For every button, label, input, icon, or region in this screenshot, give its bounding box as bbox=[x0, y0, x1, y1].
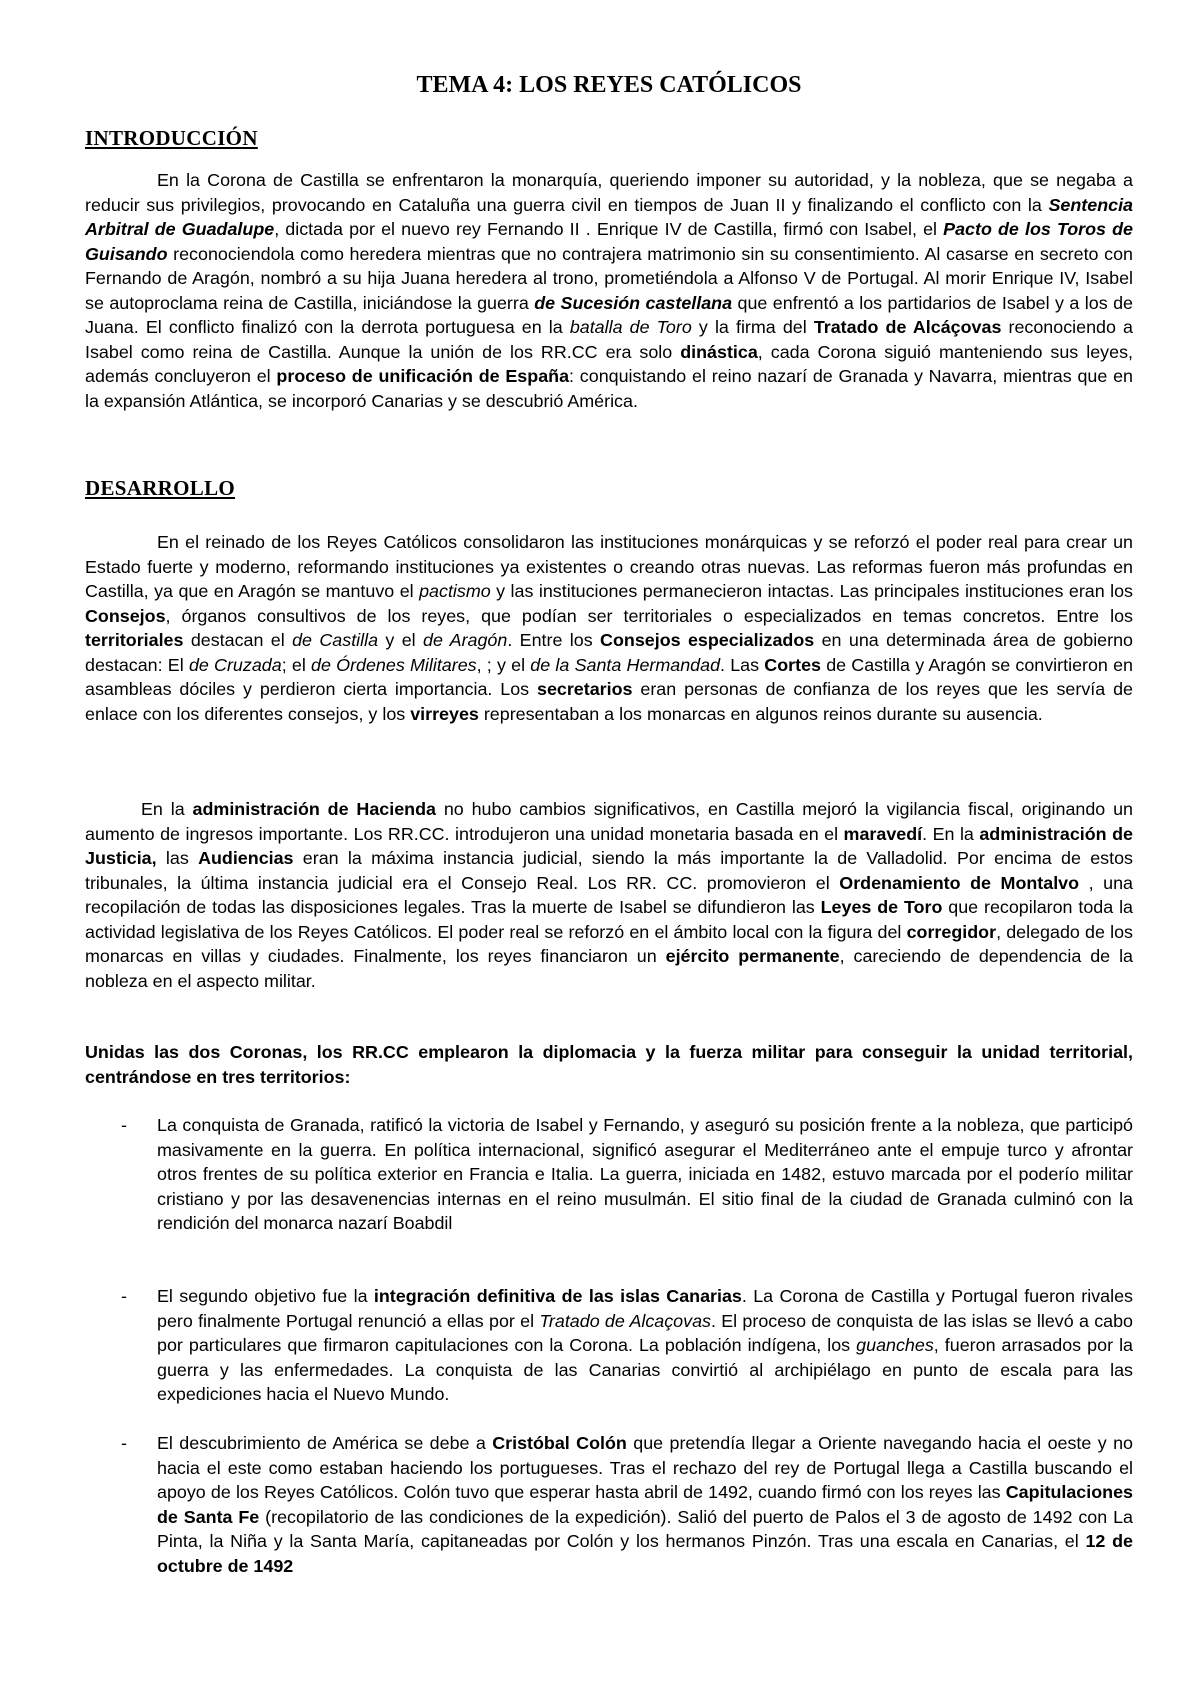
text-run: : conquistando el reino nazarí de Granada y Navarra, mientras que en la expansión Atlántica, se incorporó Canarias y se descubrió América. bbox=[85, 366, 1134, 411]
text-run: de Castilla y Aragón se convirtieron en asambleas dóciles y perdieron cierta importancia. Los bbox=[85, 654, 1133, 699]
bold-maravedi: maravedí bbox=[843, 823, 923, 844]
text-run: En la Corona de Castilla se enfrentaron la monarquía, queriendo imponer su autoridad, y la nobleza, que se negaba a reducir sus privilegios, provocando en Cataluña una guerra civil en tiempos de Juan II y finalizando el conflicto con la bbox=[85, 170, 1133, 215]
text-run: . En la bbox=[922, 823, 980, 844]
bold-cortes: Cortes bbox=[764, 654, 821, 675]
bold-secretarios: secretarios bbox=[537, 679, 633, 699]
bold-ejercito-permanente: ejército permanente bbox=[665, 946, 840, 966]
bold-ordenamiento-montalvo: Ordenamiento de Montalvo bbox=[839, 872, 1080, 893]
italic-guanches: guanches bbox=[856, 1335, 934, 1355]
text-run: representaban a los monarcas en algunos reinos durante su ausencia. bbox=[478, 703, 1043, 724]
text-run: y las instituciones permanecieron intactas. Las principales instituciones eran los bbox=[490, 581, 1133, 601]
bold-virreyes: virreyes bbox=[410, 703, 479, 724]
emphasis-pacto-toros: Pacto de los Toros de Guisando bbox=[85, 219, 1133, 264]
bold-consejos-especializados: Consejos especializados bbox=[600, 630, 815, 650]
text-run: En la bbox=[141, 799, 193, 819]
bold-consejos: Consejos bbox=[85, 605, 166, 626]
text-run: , dictada por el nuevo rey Fernando II . Enrique IV de Castilla, firmó con Isabel, el bbox=[274, 219, 944, 239]
text-run: , ; y el bbox=[476, 654, 531, 675]
bold-tratado-alcacovas: Tratado de Alcáçovas bbox=[813, 317, 1002, 337]
text-run: . Entre los bbox=[507, 630, 601, 650]
bold-administracion-hacienda: administración de Hacienda bbox=[192, 799, 436, 819]
text-run: . El proceso de conquista de las islas se llevó a cabo por particulares que firmaron capitulaciones con la Corona. La población indígena, los bbox=[157, 1310, 1133, 1355]
text-run: destacan el bbox=[183, 630, 293, 650]
text-run: , órganos consultivos de los reyes, que podían ser territoriales o especializados en temas concretos. Entre los bbox=[165, 605, 1133, 626]
bold-capitulaciones-santa-fe: Capitulaciones de Santa Fe bbox=[157, 1482, 1133, 1527]
italic-ordenes-militares: de Órdenes Militares bbox=[311, 654, 477, 675]
text-run: que recopilaron toda la actividad legislativa de los Reyes Católicos. El poder real se reforzó en el ámbito local con la figura del bbox=[85, 897, 1133, 942]
bold-proceso-unificacion: proceso de unificación de España bbox=[276, 366, 570, 386]
text-run: que pretendía llegar a Oriente navegando hacia el oeste y no hacia el este como estaban haciendo los portugueses. Tras el rechazo del rey de Portugal llega a Castilla buscando el apoyo de los Reyes Católicos. Colón tuvo que esperar hasta abril de 1492, cuando firmó con los reyes las bbox=[157, 1433, 1133, 1502]
text-run: eran la máxima instancia judicial, siendo la más importante la de Valladolid. Por encima de estos tribunales, la última instancia judicial era el Consejo Real. Los RR. CC. promovieron el bbox=[85, 848, 1133, 893]
text-run: no hubo cambios significativos, en Castilla mejoró la vigilancia fiscal, originando un aumento de ingresos importante. Los RR.CC. introdujeron una unidad monetaria basada en el bbox=[85, 799, 1134, 844]
text-run: eran personas de confianza de los reyes que les servía de enlace con los diferentes consejos, y los bbox=[85, 679, 1133, 724]
text-run: reconociendo a Isabel como reina de Castilla. Aunque la unión de los RR.CC era solo bbox=[85, 317, 1133, 362]
text-run: , careciendo de dependencia de la nobleza en el aspecto militar. bbox=[85, 946, 1133, 991]
text-run: (recopilatorio de las condiciones de la expedición). Salió del puerto de Palos el 3 de agosto de 1492 con La Pinta, la Niña y la Santa María, capitaneadas por Colón y los hermanos Pinzón. Tras una escala en Canarias, el bbox=[157, 1506, 1133, 1551]
text-run: . La Corona de Castilla y Portugal fueron rivales pero finalmente Portugal renunció a ellas por el bbox=[157, 1286, 1133, 1331]
italic-pactismo: pactismo bbox=[419, 581, 491, 601]
bold-integracion-canarias: integración definitiva de las islas Canarias bbox=[373, 1286, 742, 1306]
bullet-text-america bbox=[157, 1431, 1133, 1578]
bullet-text-canarias bbox=[157, 1284, 1133, 1407]
text-run: reconociendola como heredera mientras que no contrajera matrimonio sin su consentimiento. Al casarse en secreto con Fernando de Aragón, nombró a su hija Juana heredera al trono, prometiéndola a Alfonso V de Portugal. Al morir Enrique IV, Isabel se autoproclama reina de Castilla, iniciándose la guerra bbox=[85, 243, 1133, 313]
bold-administracion-justicia: administración de Justicia, bbox=[85, 823, 1133, 868]
italic-de-castilla: de Castilla bbox=[292, 630, 379, 650]
italic-de-aragon: de Aragón bbox=[423, 630, 508, 650]
text-run: , cada Corona siguió manteniendo sus leyes, además concluyeron el bbox=[85, 341, 1133, 386]
italic-batalla-toro: batalla de Toro bbox=[569, 317, 692, 337]
text-run: en una determinada área de gobierno destacan: El bbox=[85, 630, 1133, 675]
bold-cristobal-colon: Cristóbal Colón bbox=[492, 1433, 627, 1453]
intro-paragraph bbox=[85, 168, 1133, 413]
section-heading-introduccion: INTRODUCCIÓN bbox=[85, 126, 258, 150]
text-run: El segundo objetivo fue la bbox=[157, 1286, 374, 1306]
desarrollo-paragraph-1 bbox=[85, 530, 1133, 726]
bold-leyes-toro: Leyes de Toro bbox=[820, 897, 943, 917]
text-run: que enfrentó a los partidarios de Isabel y a los de Juana. El conflicto finalizó con la derrota portuguesa en la bbox=[85, 292, 1133, 337]
emphasis-sucesion-castellana: de Sucesión castellana bbox=[534, 292, 733, 313]
desarrollo-paragraph-2 bbox=[85, 797, 1133, 993]
italic-santa-hermandad: de la Santa Hermandad bbox=[530, 654, 721, 675]
text-run: , delegado de los monarcas en villas y ciudades. Finalmente, los reyes financiaron un bbox=[85, 921, 1133, 966]
text-run: , fueron arrasados por la guerra y las enfermedades. La conquista de las Canarias convirtió al archipiélago en punto de escala para las expediciones hacia el Nuevo Mundo. bbox=[157, 1335, 1133, 1404]
bullet-dash: - bbox=[121, 1433, 127, 1453]
text-run: El descubrimiento de América se debe a bbox=[157, 1433, 493, 1453]
bold-audiencias: Audiencias bbox=[198, 848, 294, 868]
bold-territoriales: territoriales bbox=[85, 630, 184, 650]
bullet-dash: - bbox=[121, 1286, 127, 1306]
bold-fecha-descubrimiento: 12 de octubre de 1492 bbox=[157, 1531, 1134, 1576]
text-run: y el bbox=[378, 630, 424, 650]
section-heading-desarrollo: DESARROLLO bbox=[85, 476, 236, 500]
text-run: En el reinado de los Reyes Católicos consolidaron las instituciones monárquicas y se reforzó el poder real para crear un Estado fuerte y moderno, reformando instituciones ya existentes o creando otras nuevas. Las reformas fueron más profundas en Castilla, ya que en Aragón se mantuvo el bbox=[85, 532, 1133, 601]
bullet-dash: - bbox=[121, 1115, 127, 1135]
italic-de-cruzada: de Cruzada bbox=[188, 654, 282, 675]
document-title: TEMA 4: LOS REYES CATÓLICOS bbox=[416, 72, 802, 98]
italic-tratado-alcacovas: Tratado de Alcaçovas bbox=[539, 1310, 711, 1331]
desarrollo-paragraph-3: Unidas las dos Coronas, los RR.CC emplearon la diplomacia y la fuerza militar para conseguir la unidad territorial, centrándose en tres territorios: bbox=[85, 1042, 1133, 1087]
text-run: y la firma del bbox=[691, 317, 814, 337]
emphasis-sentencia-arbitral: Sentencia Arbitral de Guadalupe bbox=[85, 194, 1133, 239]
text-run: , una recopilación de todas las disposiciones legales. Tras la muerte de Isabel se difundieron las bbox=[85, 872, 1133, 917]
bullet-text-granada: La conquista de Granada, ratificó la victoria de Isabel y Fernando, y aseguró su posición frente a la nobleza, que participó masivamente en la guerra. En política internacional, significó asegurar el Mediterráneo ante el empuje turco y afrontar otros frentes de su política exterior en Francia e Italia. La guerra, iniciada en 1482, estuvo marcada por el poderío militar cristiano y por las desavenencias internas en el reino musulmán. El sitio final de la ciudad de Granada culminó con la rendición del monarca nazarí Boabdil bbox=[157, 1115, 1133, 1233]
text-run: . Las bbox=[720, 654, 765, 675]
bold-corregidor: corregidor bbox=[906, 921, 997, 942]
text-run: las bbox=[156, 848, 199, 868]
bold-dinastica: dinástica bbox=[680, 341, 758, 362]
text-run: ; el bbox=[281, 654, 312, 675]
